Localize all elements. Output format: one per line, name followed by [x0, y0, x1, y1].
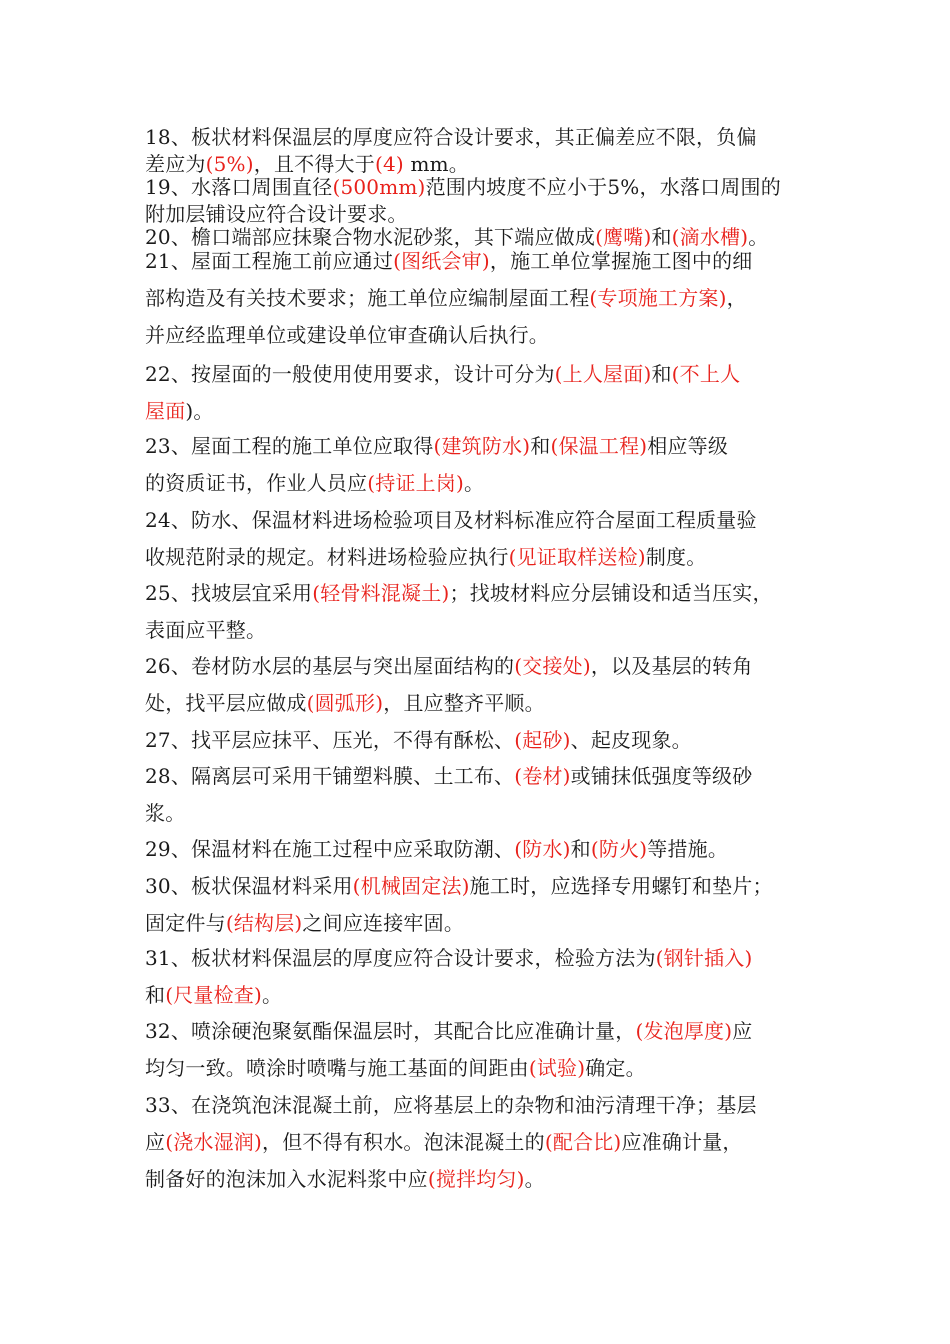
question-23: [145, 428, 825, 502]
question-18: [145, 124, 825, 178]
question-line: [145, 465, 825, 502]
question-text: ，且不得大于: [253, 152, 375, 176]
question-text: 。: [464, 471, 485, 495]
question-line: [145, 280, 825, 317]
question-21: [145, 243, 825, 354]
question-line: [145, 977, 825, 1014]
answer-text: (钢针插入): [655, 946, 753, 970]
question-line: [145, 758, 825, 795]
question-line: [145, 174, 825, 201]
question-text: 浆。: [145, 801, 186, 825]
question-line: [145, 905, 825, 942]
question-text: 33、在浇筑泡沫混凝土前，应将基层上的杂物和油污清理干净；基层: [145, 1093, 757, 1117]
question-text: 处，找平层应做成: [145, 691, 307, 715]
question-19: [145, 174, 825, 228]
question-line: [145, 575, 825, 612]
question-text: 确定。: [585, 1056, 646, 1080]
question-text: 相应等级: [647, 434, 729, 458]
question-25: [145, 575, 825, 649]
question-line: [145, 124, 825, 151]
question-text: 等措施。: [647, 837, 729, 861]
question-text: 和: [651, 225, 672, 249]
answer-text: (卷材): [514, 764, 571, 788]
question-26: [145, 648, 825, 722]
question-line: [145, 722, 825, 759]
question-text: ，: [726, 286, 747, 310]
answer-text: (试验): [528, 1056, 586, 1080]
question-text: 应: [145, 1130, 166, 1154]
question-text: 23、屋面工程的施工单位应取得: [145, 434, 434, 458]
answer-text: (不上人: [671, 362, 741, 386]
question-text: 差应为: [145, 152, 206, 176]
question-line: [145, 685, 825, 722]
question-line: [145, 1161, 825, 1198]
question-text: 21、屋面工程施工前应通过: [145, 249, 394, 273]
answer-text: (持证上岗): [367, 471, 465, 495]
answer-text: (轻骨料混凝土): [312, 581, 450, 605]
answer-text: (发泡厚度): [635, 1019, 733, 1043]
question-text: ，施工单位掌握施工图中的细: [489, 249, 753, 273]
question-text: 或铺抹低强度等级砂: [570, 764, 753, 788]
question-text: ，但不得有积水。泡沫混凝土的: [262, 1130, 545, 1154]
question-text: 19、水落口周围直径: [145, 175, 333, 199]
question-text: 和: [651, 362, 672, 386]
question-text: ，且应整齐平顺。: [383, 691, 545, 715]
answer-text: (建筑防水): [433, 434, 531, 458]
question-text: 28、隔离层可采用干铺塑料膜、土工布、: [145, 764, 515, 788]
answer-text: (搅拌均匀): [427, 1167, 525, 1191]
question-line: [145, 612, 825, 649]
answer-text: (机械固定法): [352, 874, 470, 898]
question-text: mm。: [403, 152, 469, 176]
question-line: [145, 539, 825, 576]
question-line: [145, 428, 825, 465]
question-text: 26、卷材防水层的基层与突出屋面结构的: [145, 654, 515, 678]
answer-text: (结构层): [225, 911, 303, 935]
question-text: )。: [185, 399, 214, 423]
answer-text: (保温工程): [550, 434, 648, 458]
question-text: 和: [570, 837, 591, 861]
question-text: 。: [262, 983, 283, 1007]
question-text: 范围内坡度不应小于5%，水落口周围的: [425, 175, 781, 199]
question-text: 应准确计量，: [621, 1130, 743, 1154]
answer-text: (防火): [590, 837, 648, 861]
answer-text: (专项施工方案): [589, 286, 727, 310]
question-text: 、起皮现象。: [570, 728, 692, 752]
question-text: 均匀一致。喷涂时喷嘴与施工基面的间距由: [145, 1056, 529, 1080]
question-line: [145, 1050, 825, 1087]
question-text: 的资质证书，作业人员应: [145, 471, 368, 495]
question-line: [145, 502, 825, 539]
question-text: 和: [145, 983, 166, 1007]
answer-text: (起砂): [514, 728, 571, 752]
question-line: [145, 940, 825, 977]
question-text: 表面应平整。: [145, 618, 267, 642]
question-30: [145, 868, 825, 942]
question-text: 施工时，应选择专用螺钉和垫片；: [469, 874, 773, 898]
question-line: [145, 393, 825, 430]
question-text: 制备好的泡沫加入水泥料浆中应: [145, 1167, 428, 1191]
question-text: 之间应连接牢固。: [302, 911, 465, 935]
question-line: [145, 243, 825, 280]
question-text: 和: [530, 434, 551, 458]
question-text: 部构造及有关技术要求；施工单位应编制屋面工程: [145, 286, 590, 310]
question-text: 27、找平层应抹平、压光，不得有酥松、: [145, 728, 515, 752]
question-text: 22、按屋面的一般使用使用要求，设计可分为: [145, 362, 555, 386]
question-text: 25、找坡层宜采用: [145, 581, 313, 605]
question-line: [145, 1124, 825, 1161]
question-text: 应: [732, 1019, 753, 1043]
question-text: ，以及基层的转角: [590, 654, 753, 678]
question-text: 32、喷涂硬泡聚氨酯保温层时，其配合比应准确计量，: [145, 1019, 636, 1043]
answer-text: (图纸会审): [393, 249, 490, 273]
answer-text: (浇水湿润): [165, 1130, 263, 1154]
answer-text: (配合比): [544, 1130, 622, 1154]
question-line: [145, 868, 825, 905]
question-28: [145, 758, 825, 832]
answer-text: (圆弧形): [306, 691, 384, 715]
answer-text: (5%): [205, 152, 254, 176]
question-31: [145, 940, 825, 1014]
answer-text: (防水): [514, 837, 571, 861]
answer-text: (交接处): [514, 654, 591, 678]
answer-text: (4): [374, 152, 404, 176]
question-line: [145, 1087, 825, 1124]
question-text: 制度。: [645, 545, 707, 569]
question-24: [145, 502, 825, 576]
question-text: 18、板状材料保温层的厚度应符合设计要求，其正偏差应不限，负偏: [145, 125, 757, 149]
question-text: 。: [748, 225, 769, 249]
question-text: 附加层铺设应符合设计要求。: [145, 202, 408, 226]
answer-text: (上人屋面): [554, 362, 652, 386]
question-line: [145, 356, 825, 393]
question-text: 。: [524, 1167, 545, 1191]
question-line: [145, 831, 825, 868]
question-text: 固定件与: [145, 911, 226, 935]
answer-text: (见证取样送检): [508, 545, 646, 569]
question-text: 并应经监理单位或建设单位审查确认后执行。: [145, 323, 549, 347]
question-22: [145, 356, 825, 430]
question-text: 29、保温材料在施工过程中应采取防潮、: [145, 837, 515, 861]
question-text: 收规范附录的规定。材料进场检验应执行: [145, 545, 509, 569]
question-text: 30、板状保温材料采用: [145, 874, 353, 898]
answer-text: 屋面: [145, 399, 186, 423]
question-text: 24、防水、保温材料进场检验项目及材料标准应符合屋面工程质量验: [145, 508, 757, 532]
question-27: [145, 722, 825, 759]
question-33: [145, 1087, 825, 1198]
question-text: ；找坡材料应分层铺设和适当压实，: [449, 581, 773, 605]
answer-text: (滴水槽): [671, 225, 749, 249]
answer-text: (500mm): [332, 175, 426, 199]
question-29: [145, 831, 825, 868]
question-line: [145, 1013, 825, 1050]
answer-text: (鹰嘴): [595, 225, 652, 249]
question-line: [145, 795, 825, 832]
question-32: [145, 1013, 825, 1087]
question-line: [145, 317, 825, 354]
question-text: 20、檐口端部应抹聚合物水泥砂浆，其下端应做成: [145, 225, 596, 249]
question-line: [145, 648, 825, 685]
answer-text: (尺量检查): [165, 983, 263, 1007]
question-text: 31、板状材料保温层的厚度应符合设计要求，检验方法为: [145, 946, 656, 970]
